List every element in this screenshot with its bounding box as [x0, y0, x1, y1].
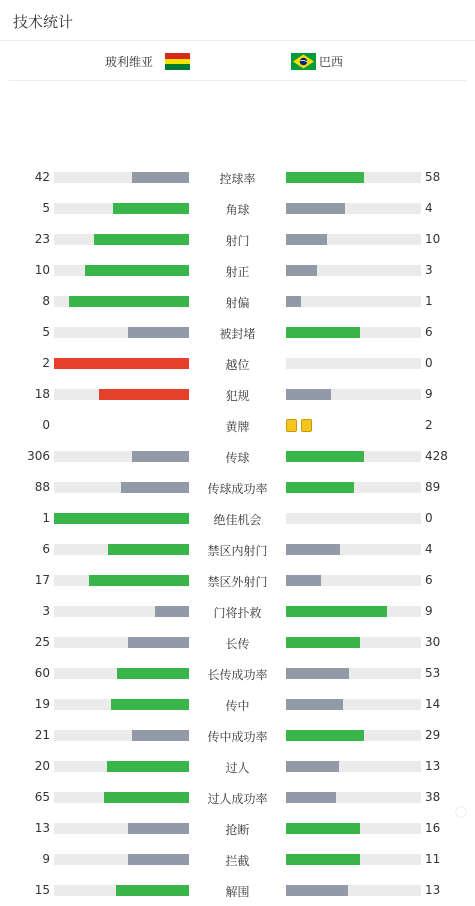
stat-label: 传中成功率: [207, 730, 268, 744]
away-value: 3: [425, 263, 433, 277]
home-bar-fill: [155, 606, 189, 617]
away-bar-track: [286, 358, 421, 369]
away-team-name: 巴西: [319, 55, 344, 69]
home-value: 306: [27, 449, 50, 463]
away-value: 13: [425, 883, 441, 897]
away-bar-track: [286, 172, 421, 183]
stat-label: 拦截: [225, 854, 250, 868]
home-team-name: 玻利维亚: [104, 55, 153, 69]
home-bar-track: [54, 389, 189, 400]
home-bar-track: [54, 575, 189, 586]
teams-bar: [9, 41, 466, 81]
home-bar-fill: [132, 451, 189, 462]
away-bar-fill: [286, 234, 327, 245]
stat-label: 射门: [225, 234, 250, 248]
home-value: 65: [34, 790, 50, 804]
home-bar-fill: [69, 296, 189, 307]
away-value: 9: [425, 604, 433, 618]
yellow-card-icon: [301, 419, 312, 432]
page-title: 技术统计: [13, 13, 74, 31]
home-bar-fill: [113, 203, 189, 214]
stat-row: [0, 317, 475, 348]
home-bar-track: [54, 730, 189, 741]
home-value: 1: [42, 511, 50, 525]
away-bar-fill: [286, 327, 360, 338]
away-value: 6: [425, 573, 433, 587]
home-bar-track: [54, 234, 189, 245]
away-bar-track: [286, 854, 421, 865]
home-bar-fill: [108, 544, 189, 555]
home-value: 15: [34, 883, 50, 897]
away-bar-fill: [286, 389, 331, 400]
away-bar-fill: [286, 823, 360, 834]
away-bar-track: [286, 730, 421, 741]
stat-row: [0, 348, 475, 379]
away-bar-track: [286, 451, 421, 462]
away-bar-track: [286, 792, 421, 803]
stat-row: [0, 534, 475, 565]
home-bar-fill: [54, 358, 189, 369]
home-bar-fill: [54, 513, 189, 524]
stat-label: 射正: [225, 265, 250, 279]
stat-row: [0, 720, 475, 751]
home-value: 23: [34, 232, 50, 246]
away-bar-track: [286, 699, 421, 710]
away-bar-fill: [286, 637, 360, 648]
stat-label: 黄牌: [225, 420, 250, 434]
away-bar-fill: [286, 885, 348, 896]
home-bar-track: [54, 637, 189, 648]
home-value: 5: [42, 325, 50, 339]
home-value: 5: [42, 201, 50, 215]
away-bar-fill: [286, 730, 364, 741]
away-bar-track: [286, 296, 421, 307]
home-bar-track: [54, 265, 189, 276]
home-bar-fill: [128, 637, 189, 648]
watermark-icon: ◯: [454, 805, 467, 818]
stat-row: [0, 844, 475, 875]
home-bar-track: [54, 482, 189, 493]
home-bar-track: [54, 823, 189, 834]
away-bar-track: [286, 668, 421, 679]
stat-row: [0, 224, 475, 255]
away-bar-track: [286, 606, 421, 617]
stat-row: [0, 627, 475, 658]
stat-label: 绝佳机会: [213, 513, 262, 527]
home-value: 0: [42, 418, 50, 432]
away-bar-fill: [286, 451, 364, 462]
away-value: 53: [425, 666, 441, 680]
stat-row: [0, 472, 475, 503]
home-bar-fill: [121, 482, 189, 493]
home-bar-fill: [128, 823, 189, 834]
away-value: 13: [425, 759, 441, 773]
away-value: 10: [425, 232, 441, 246]
home-value: 6: [42, 542, 50, 556]
stat-row: [0, 441, 475, 472]
stat-row: [0, 255, 475, 286]
away-bar-track: [286, 327, 421, 338]
home-value: 10: [34, 263, 50, 277]
home-value: 18: [34, 387, 50, 401]
stat-label: 犯规: [225, 389, 250, 403]
away-bar-fill: [286, 668, 349, 679]
yellow-card-icon: [286, 419, 297, 432]
away-value: 30: [425, 635, 441, 649]
stat-label: 传中: [225, 699, 250, 713]
home-bar-fill: [94, 234, 189, 245]
home-value: 2: [42, 356, 50, 370]
home-value: 13: [34, 821, 50, 835]
away-value: 14: [425, 697, 441, 711]
away-value: 16: [425, 821, 441, 835]
home-bar-track: [54, 606, 189, 617]
home-value: 25: [34, 635, 50, 649]
away-bar-fill: [286, 203, 345, 214]
away-value: 0: [425, 511, 433, 525]
stat-row: [0, 193, 475, 224]
stat-row: [0, 689, 475, 720]
stat-label: 过人: [225, 761, 250, 775]
away-bar-track: [286, 513, 421, 524]
stat-label: 长传成功率: [207, 668, 268, 682]
home-value: 19: [34, 697, 50, 711]
stat-row: [0, 503, 475, 534]
away-value: 4: [425, 201, 433, 215]
away-bar-track: [286, 482, 421, 493]
stat-label: 过人成功率: [207, 792, 268, 806]
home-bar-fill: [117, 668, 189, 679]
away-bar-track: [286, 544, 421, 555]
away-bar-fill: [286, 296, 301, 307]
away-bar-fill: [286, 854, 360, 865]
away-value: 6: [425, 325, 433, 339]
away-value: 58: [425, 170, 441, 184]
away-bar-fill: [286, 172, 364, 183]
stat-label: 被封堵: [219, 327, 256, 341]
home-value: 60: [34, 666, 50, 680]
away-bar-track: [286, 234, 421, 245]
home-bar-track: [54, 854, 189, 865]
home-bar-fill: [128, 327, 189, 338]
away-value: 9: [425, 387, 433, 401]
home-bar-track: [54, 296, 189, 307]
home-bar-track: [54, 358, 189, 369]
away-value: 11: [425, 852, 441, 866]
home-bar-track: [54, 544, 189, 555]
home-bar-fill: [132, 172, 189, 183]
stat-row: [0, 751, 475, 782]
stat-row: [0, 875, 475, 906]
home-value: 17: [34, 573, 50, 587]
away-value: 38: [425, 790, 441, 804]
away-bar-fill: [286, 544, 340, 555]
home-value: 21: [34, 728, 50, 742]
away-bar-track: [286, 203, 421, 214]
home-value: 20: [34, 759, 50, 773]
home-bar-fill: [132, 730, 189, 741]
away-bar-track: [286, 575, 421, 586]
away-bar-fill: [286, 265, 317, 276]
away-bar-track: [286, 823, 421, 834]
away-bar-track: [286, 637, 421, 648]
home-bar-track: [54, 885, 189, 896]
away-bar-track: [286, 761, 421, 772]
stat-label: 射偏: [225, 296, 250, 310]
stat-label: 控球率: [219, 172, 256, 186]
home-bar-fill: [107, 761, 189, 772]
stat-label: 禁区内射门: [207, 544, 268, 558]
stat-label: 抢断: [225, 823, 250, 837]
brazil-flag-icon: [291, 53, 316, 70]
home-value: 9: [42, 852, 50, 866]
away-value: 1: [425, 294, 433, 308]
away-bar-track: [286, 389, 421, 400]
away-bar-fill: [286, 792, 336, 803]
away-bar-fill: [286, 699, 343, 710]
home-bar-track: [54, 451, 189, 462]
bolivia-flag-icon: [165, 53, 190, 70]
away-value: 2: [425, 418, 433, 432]
home-bar-fill: [116, 885, 189, 896]
home-bar-track: [54, 668, 189, 679]
stat-row: [0, 596, 475, 627]
home-bar-fill: [99, 389, 189, 400]
home-bar-track: [54, 327, 189, 338]
home-bar-track: [54, 513, 189, 524]
home-bar-track: [54, 203, 189, 214]
stat-row: [0, 379, 475, 410]
home-value: 42: [34, 170, 50, 184]
home-bar-track: [54, 699, 189, 710]
away-bar-fill: [286, 761, 339, 772]
away-value: 428: [425, 449, 448, 463]
away-value: 0: [425, 356, 433, 370]
away-value: 89: [425, 480, 441, 494]
home-value: 88: [34, 480, 50, 494]
away-bar-fill: [286, 606, 387, 617]
stat-row: [0, 286, 475, 317]
stat-row: [0, 782, 475, 813]
stats-header: [0, 0, 475, 41]
home-bar-fill: [85, 265, 189, 276]
away-bar-track: [286, 265, 421, 276]
stat-label: 角球: [225, 203, 250, 217]
away-value: 4: [425, 542, 433, 556]
stat-label: 长传: [225, 637, 250, 651]
stat-row: [0, 813, 475, 844]
home-bar-track: [54, 761, 189, 772]
away-bar-fill: [286, 482, 354, 493]
stat-row: [0, 162, 475, 193]
home-value: 8: [42, 294, 50, 308]
away-value: 29: [425, 728, 441, 742]
stat-row: [0, 410, 475, 441]
stat-label: 禁区外射门: [207, 575, 268, 589]
stat-label: 传球: [225, 451, 250, 465]
stat-label: 解围: [225, 885, 250, 899]
away-bar-track: [286, 885, 421, 896]
home-bar-fill: [104, 792, 189, 803]
home-value: 3: [42, 604, 50, 618]
home-bar-fill: [89, 575, 189, 586]
home-bar-fill: [111, 699, 189, 710]
stat-row: [0, 565, 475, 596]
stat-label: 越位: [225, 358, 250, 372]
home-bar-track: [54, 172, 189, 183]
away-bar-fill: [286, 575, 321, 586]
stat-label: 门将扑救: [213, 606, 262, 620]
stat-label: 传球成功率: [207, 482, 268, 496]
home-bar-track: [54, 792, 189, 803]
stat-row: [0, 658, 475, 689]
home-bar-fill: [128, 854, 189, 865]
